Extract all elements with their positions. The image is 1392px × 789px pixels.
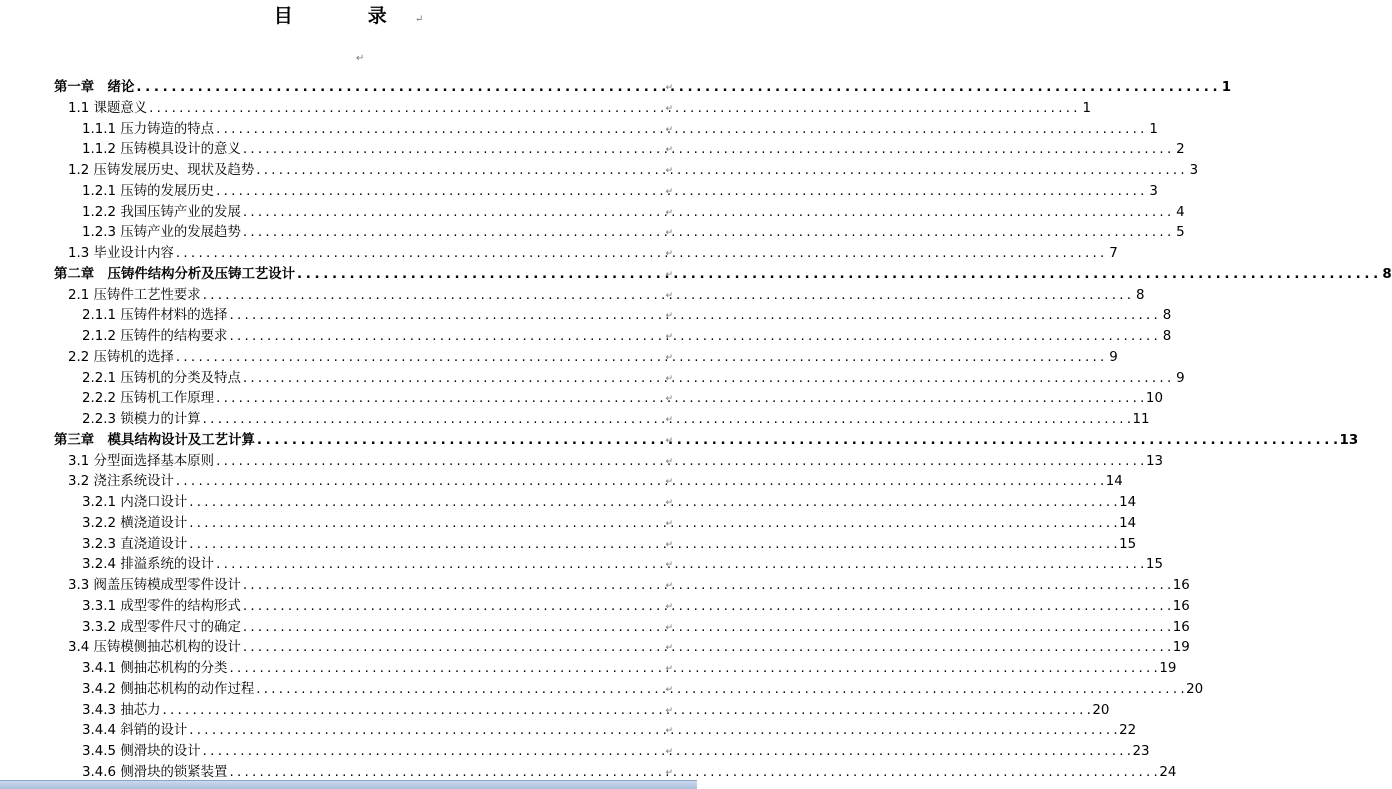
paragraph-mark-icon: ↵ (665, 560, 673, 571)
toc-entry-page-number: 16 (1172, 598, 1190, 614)
toc-dot-leader (176, 472, 1104, 493)
toc-dot-leader (216, 555, 1144, 576)
toc-entry-page-number: 11 (1132, 412, 1150, 427)
table-of-contents (54, 78, 1392, 780)
paragraph-mark-icon: ↵ (665, 726, 673, 737)
paragraph-mark-icon: ↵ (665, 332, 673, 342)
toc-dot-leader (243, 618, 1171, 639)
toc-entry-page-number: 1 (1221, 80, 1232, 95)
toc-dot-leader (176, 348, 1104, 369)
toc-dot-leader (216, 389, 1144, 410)
toc-entry-page-number: 19 (1172, 640, 1190, 656)
paragraph-mark-icon: ↵ (665, 705, 673, 716)
toc-entry-label: 3.4.2 侧抽芯机构的动作过程 (82, 681, 255, 697)
toc-entry[interactable] (54, 369, 1185, 390)
paragraph-mark-icon: ↵ (665, 747, 673, 757)
paragraph-mark-icon: ↵ (665, 145, 673, 156)
toc-entry-page-number: 8 (1162, 329, 1172, 344)
page-title (0, 4, 697, 32)
toc-entry-page-number: 3 (1189, 163, 1199, 178)
toc-entry-label: 3.4.6 侧滑块的锁紧装置 (82, 764, 228, 780)
toc-entry-page-number: 24 (1159, 764, 1177, 780)
paragraph-mark-icon: ↵ (414, 14, 424, 25)
toc-entry-label: 1.2.2 我国压铸产业的发展 (82, 204, 241, 220)
toc-entry-page-number: 8 (1382, 266, 1392, 282)
toc-entry-page-number: 2 (1176, 142, 1185, 158)
toc-entry-label: 3.4 压铸模侧抽芯机构的设计 (68, 640, 241, 656)
toc-entry[interactable] (54, 410, 1150, 431)
toc-entry-label: 2.2 压铸机的选择 (68, 349, 174, 365)
toc-entry-label: 3.4.4 斜销的设计 (82, 723, 188, 739)
paragraph-mark-icon: ↵ (665, 435, 673, 446)
toc-entry-label: 2.1.2 压铸件的结构要求 (82, 329, 228, 344)
toc-entry[interactable] (54, 348, 1118, 369)
paragraph-mark-icon: ↵ (665, 166, 673, 176)
toc-entry-page-number: 19 (1159, 661, 1177, 676)
toc-entry-label: 3.4.3 抽芯力 (82, 702, 161, 718)
toc-dot-leader (256, 161, 1184, 182)
toc-entry-page-number: 23 (1132, 744, 1150, 759)
toc-entry[interactable] (54, 493, 1137, 514)
toc-entry[interactable] (54, 161, 1199, 182)
toc-dot-leader (243, 140, 1171, 161)
toc-dot-leader (256, 680, 1184, 701)
toc-entry-page-number: 13 (1339, 432, 1359, 448)
toc-dot-leader (243, 369, 1171, 390)
toc-entry-page-number: 13 (1145, 453, 1163, 469)
toc-entry-label: 1.2.3 压铸产业的发展趋势 (82, 225, 241, 241)
toc-entry-page-number: 22 (1119, 723, 1137, 739)
toc-entry-label: 3.1 分型面选择基本原则 (68, 453, 215, 469)
paragraph-mark-icon: ↵ (665, 249, 673, 259)
toc-entry[interactable] (54, 120, 1158, 141)
toc-entry[interactable] (54, 721, 1137, 742)
toc-entry[interactable] (54, 306, 1172, 327)
paragraph-mark-icon: ↵ (665, 269, 673, 280)
toc-entry-label: 3.2.1 内浇口设计 (82, 495, 188, 510)
toc-entry-label: 3.2.2 横浇道设计 (82, 515, 188, 531)
toc-dot-leader (243, 203, 1171, 224)
paragraph-mark-icon: ↵ (665, 352, 673, 363)
toc-entry-page-number: 15 (1119, 536, 1137, 552)
toc-entry-label: 3.4.1 侧抽芯机构的分类 (82, 661, 228, 676)
toc-entry[interactable] (54, 182, 1158, 203)
toc-dot-leader (176, 244, 1104, 265)
paragraph-mark-icon: ↵ (665, 373, 673, 384)
toc-dot-leader (229, 659, 1157, 680)
toc-entry-label: 3.3.1 成型零件的结构形式 (82, 598, 241, 614)
toc-entry[interactable] (54, 431, 1359, 452)
toc-entry-label: 1.2 压铸发展历史、现状及趋势 (68, 163, 255, 178)
toc-entry[interactable] (54, 555, 1163, 576)
toc-entry-page-number: 14 (1119, 515, 1137, 531)
toc-dot-leader (216, 120, 1144, 141)
toc-entry-page-number: 20 (1092, 702, 1110, 718)
toc-entry[interactable] (54, 742, 1150, 763)
paragraph-mark-icon: ↵ (665, 228, 673, 239)
toc-entry[interactable] (54, 327, 1172, 348)
toc-entry[interactable] (54, 618, 1190, 639)
toc-entry-page-number: 1 (1082, 100, 1091, 116)
toc-entry-label: 1.1.1 压力铸造的特点 (82, 121, 215, 137)
paragraph-mark-icon: ↵ (665, 394, 673, 405)
toc-dot-leader (189, 721, 1117, 742)
toc-entry[interactable] (54, 203, 1185, 224)
toc-dot-leader (149, 99, 1077, 120)
toc-entry-label: 第一章 绪论 (54, 80, 135, 95)
toc-entry[interactable] (54, 389, 1163, 410)
title-text: 目 录 (273, 5, 415, 27)
paragraph-mark-icon: ↵ (665, 767, 673, 778)
paragraph-mark-icon: ↵ (665, 601, 673, 612)
toc-entry[interactable] (54, 514, 1137, 535)
toc-entry[interactable] (54, 680, 1204, 701)
paragraph-mark-icon: ↵ (665, 684, 673, 695)
paragraph-mark-icon: ↵ (665, 622, 673, 633)
toc-entry[interactable] (54, 638, 1190, 659)
paragraph-mark-icon: ↵ (665, 518, 673, 529)
toc-dot-leader (257, 431, 1338, 452)
paragraph-mark-icon: ↵ (665, 83, 673, 93)
toc-entry-label: 2.2.2 压铸机工作原理 (82, 391, 215, 407)
toc-entry-page-number: 14 (1119, 495, 1137, 510)
toc-entry[interactable] (54, 286, 1145, 307)
toc-entry[interactable] (54, 701, 1110, 722)
toc-entry-label: 2.2.1 压铸机的分类及特点 (82, 370, 241, 386)
toc-entry-label: 3.3 阀盖压铸模成型零件设计 (68, 578, 241, 593)
paragraph-mark-icon: ↵ (665, 290, 673, 301)
toc-dot-leader (189, 493, 1117, 514)
toc-entry-label: 2.1 压铸件工艺性要求 (68, 287, 201, 303)
toc-entry-label: 第二章 压铸件结构分析及压铸工艺设计 (54, 266, 296, 282)
toc-entry-page-number: 8 (1136, 287, 1145, 303)
toc-entry-page-number: 5 (1176, 225, 1185, 241)
paragraph-mark-icon: ↵ (665, 186, 673, 197)
toc-dot-leader (163, 701, 1091, 722)
toc-entry-label: 3.4.5 侧滑块的设计 (82, 744, 201, 759)
toc-entry[interactable] (54, 576, 1190, 597)
window-bottom-bar (0, 780, 697, 789)
toc-entry[interactable] (54, 597, 1190, 618)
toc-entry[interactable] (54, 472, 1123, 493)
toc-entry[interactable] (54, 265, 1392, 286)
toc-entry-page-number: 20 (1186, 681, 1204, 697)
paragraph-mark-icon: ↵ (665, 477, 673, 488)
toc-dot-leader (243, 638, 1171, 659)
toc-dot-leader (243, 597, 1171, 618)
toc-entry-label: 3.3.2 成型零件尺寸的确定 (82, 619, 241, 635)
toc-dot-leader (216, 182, 1144, 203)
toc-entry-label: 第三章 模具结构设计及工艺计算 (54, 432, 255, 448)
toc-entry-label: 2.1.1 压铸件材料的选择 (82, 308, 228, 324)
paragraph-mark-icon: ↵ (665, 498, 673, 508)
toc-entry-page-number: 9 (1109, 349, 1118, 365)
toc-entry-label: 1.1.2 压铸模具设计的意义 (82, 142, 241, 158)
toc-entry-label: 1.2.1 压铸的发展历史 (82, 183, 215, 199)
paragraph-mark-icon: ↵ (665, 311, 673, 322)
toc-entry-page-number: 10 (1145, 391, 1163, 407)
paragraph-mark-icon: ↵ (665, 664, 673, 674)
toc-entry[interactable] (54, 244, 1118, 265)
paragraph-mark-icon: ↵ (665, 539, 673, 550)
toc-dot-leader (189, 535, 1117, 556)
toc-entry-page-number: 9 (1176, 370, 1185, 386)
toc-entry[interactable] (54, 99, 1091, 120)
toc-dot-leader (216, 452, 1144, 473)
toc-entry-page-number: 16 (1172, 578, 1190, 593)
toc-entry[interactable] (54, 535, 1137, 556)
paragraph-mark-icon: ↵ (665, 643, 673, 654)
toc-entry-label: 3.2.3 直浇道设计 (82, 536, 188, 552)
toc-dot-leader (229, 306, 1157, 327)
toc-entry-page-number: 4 (1176, 204, 1185, 220)
paragraph-mark-icon: ↵ (665, 456, 673, 467)
paragraph-mark-icon: ↵ (665, 124, 673, 135)
toc-entry-page-number: 3 (1149, 183, 1158, 199)
toc-entry-page-number: 14 (1105, 474, 1123, 490)
toc-entry-page-number: 7 (1109, 246, 1118, 261)
toc-dot-leader (297, 265, 1378, 286)
paragraph-mark-icon: ↵ (665, 207, 673, 218)
toc-entry-label: 3.2.4 排溢系统的设计 (82, 557, 215, 573)
toc-entry-label: 3.2 浇注系统设计 (68, 474, 174, 490)
toc-entry[interactable] (54, 659, 1177, 680)
toc-entry[interactable] (54, 452, 1163, 473)
toc-entry[interactable] (54, 78, 1232, 99)
paragraph-mark-icon: ↵ (665, 103, 673, 114)
paragraph-mark-icon: ↵ (665, 415, 673, 425)
toc-dot-leader (136, 78, 1217, 99)
toc-dot-leader (229, 327, 1157, 348)
toc-entry-label: 2.2.3 锁模力的计算 (82, 412, 201, 427)
toc-entry-page-number: 15 (1145, 557, 1163, 573)
paragraph-mark-icon: ↵ (356, 53, 365, 64)
toc-dot-leader (243, 223, 1171, 244)
toc-entry-page-number: 1 (1149, 121, 1158, 137)
toc-entry[interactable] (54, 140, 1185, 161)
toc-entry-page-number: 8 (1162, 308, 1172, 324)
toc-dot-leader (189, 514, 1117, 535)
toc-entry-label: 1.3 毕业设计内容 (68, 246, 174, 261)
toc-dot-leader (243, 576, 1171, 597)
toc-entry-page-number: 16 (1172, 619, 1190, 635)
paragraph-mark-icon: ↵ (665, 581, 673, 591)
toc-entry[interactable] (54, 223, 1185, 244)
toc-entry-label: 1.1 课题意义 (68, 100, 148, 116)
